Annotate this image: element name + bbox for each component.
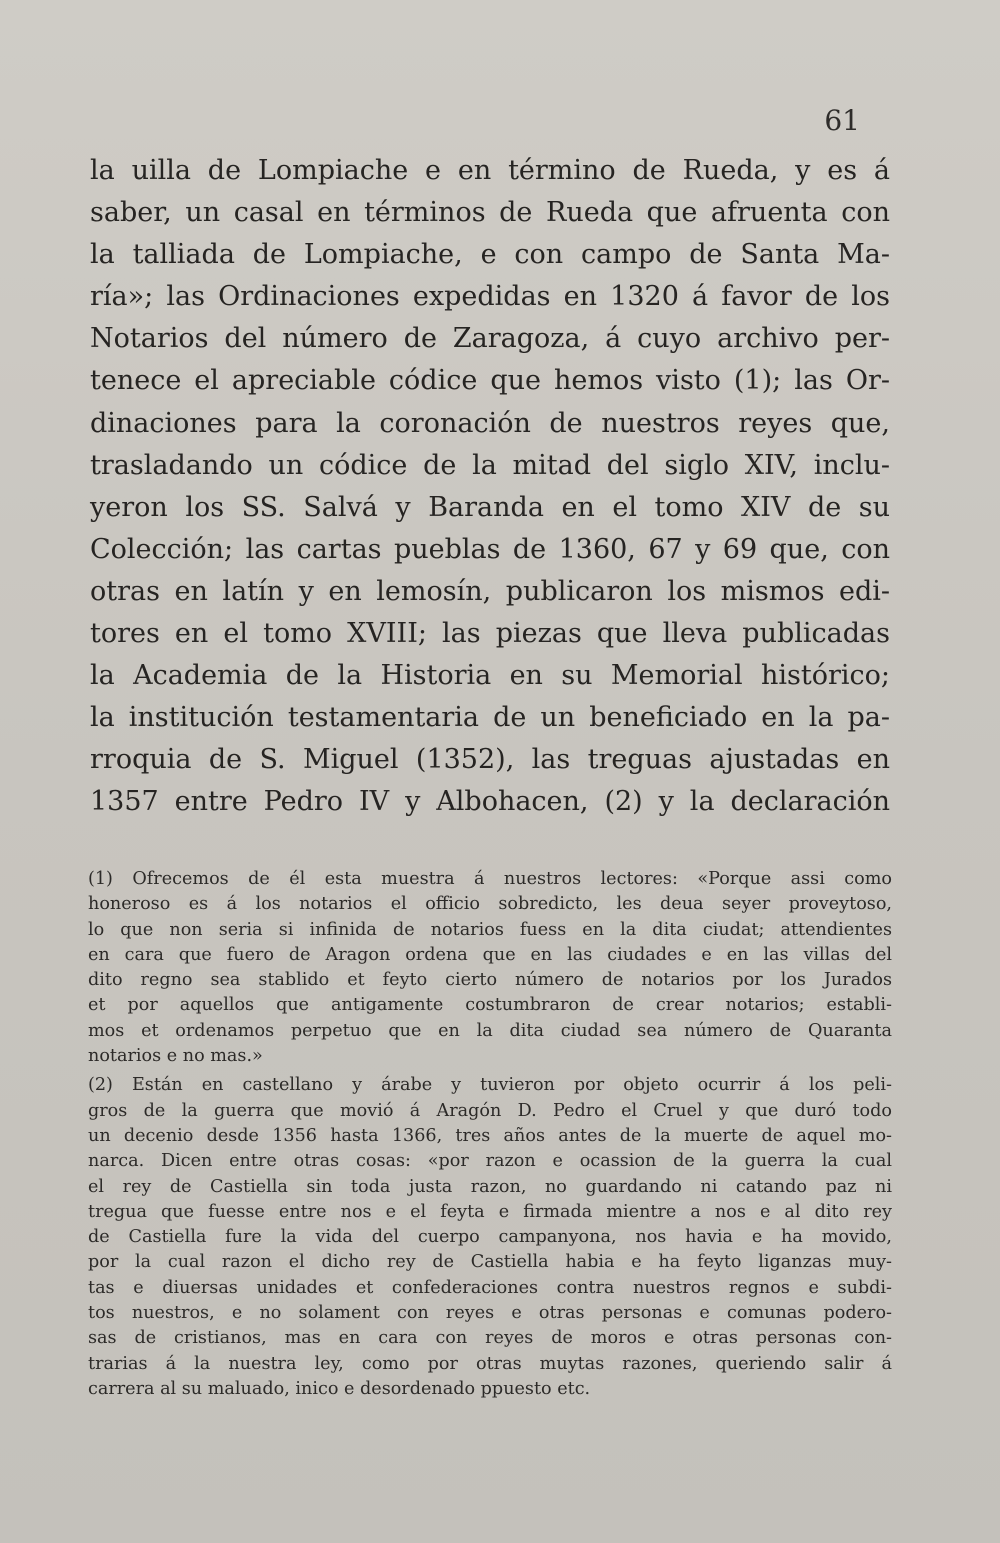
- text-line: tenece el apreciable códice que hemos visto (1); las Or-: [90, 365, 890, 397]
- footnote-line: tos nuestros, e no solament con reyes e otras personas e comunas podero-: [88, 1303, 892, 1324]
- text-line: dinaciones para la coronación de nuestros reyes que,: [90, 407, 890, 439]
- main-text: [90, 150, 890, 824]
- footnote-line: mos et ordenamos perpetuo que en la dita ciudad sea número de Quaranta: [88, 1020, 892, 1041]
- text-line: ría»; las Ordinaciones expedidas en 1320 á favor de los: [90, 281, 890, 313]
- footnote-line: dito regno sea stablido et feyto cierto número de notarios por los Jurados: [88, 970, 892, 991]
- footnote-line: de Castiella fure la vida del cuerpo campanyona, nos havia e ha movido,: [88, 1227, 892, 1248]
- text-line: yeron los SS. Salvá y Baranda en el tomo XIV de su: [90, 491, 890, 523]
- text-line: la talliada de Lompiache, e con campo de Santa Ma-: [90, 239, 890, 271]
- footnote-line: honeroso es á los notarios el officio sobredicto, les deua seyer proveytoso,: [88, 894, 892, 915]
- text-line: rroquia de S. Miguel (1352), las treguas ajustadas en: [90, 744, 890, 776]
- text-line: trasladando un códice de la mitad del siglo XIV, inclu-: [90, 449, 890, 481]
- page-number: 61: [824, 104, 860, 137]
- text-line: tores en el tomo XVIII; las piezas que lleva publicadas: [90, 618, 890, 650]
- footnotes: [88, 867, 892, 1402]
- text-line: la uilla de Lompiache e en término de Rueda, y es á: [90, 155, 890, 186]
- footnote-line: trarias á la nuestra ley, como por otras muytas razones, queriendo salir á: [88, 1353, 892, 1374]
- text-line: Colección; las cartas pueblas de 1360, 67 y 69 que, con: [90, 533, 890, 565]
- footnote-line: un decenio desde 1356 hasta 1366, tres años antes de la muerte de aquel mo-: [88, 1125, 892, 1146]
- footnote-2: [88, 1073, 892, 1402]
- footnote-line: tregua que fuesse entre nos e el feyta e firmada mientre a nos e al dito rey: [88, 1201, 892, 1222]
- footnote-line: et por aquellos que antigamente costumbraron de crear notarios; establi-: [88, 995, 892, 1016]
- footnote-line: notarios e no mas.»: [88, 1046, 263, 1067]
- footnote-line: narca. Dicen entre otras cosas: «por razon e ocassion de la guerra la cual: [88, 1151, 892, 1172]
- footnote-line: sas de cristianos, mas en cara con reyes de moros e otras personas con-: [88, 1328, 892, 1349]
- footnote-line: en cara que fuero de Aragon ordena que en las ciudades e en las villas del: [88, 944, 892, 965]
- text-line: la institución testamentaria de un beneficiado en la pa-: [90, 702, 890, 734]
- text-line: la Academia de la Historia en su Memorial histórico;: [90, 660, 890, 692]
- footnote-line: el rey de Castiella sin toda justa razon, no guardando ni catando paz ni: [88, 1176, 892, 1197]
- footnote-line: tas e diuersas unidades et confederaciones contra nuestros regnos e subdi-: [88, 1277, 892, 1298]
- text-line: saber, un casal en términos de Rueda que afruenta con: [90, 197, 890, 229]
- footnote-line: (1) Ofrecemos de él esta muestra á nuestros lectores: «Porque assi como: [88, 869, 892, 889]
- footnote-line: (2) Están en castellano y árabe y tuvieron por objeto ocurrir á los peli-: [88, 1075, 892, 1096]
- footnote-line: por la cual razon el dicho rey de Castiella habia e ha feyto liganzas muy-: [88, 1252, 892, 1273]
- footnote-line: carrera al su maluado, inico e desordenado ppuesto etc.: [88, 1378, 591, 1399]
- footnote-line: gros de la guerra que movió á Aragón D. Pedro el Cruel y que duró todo: [88, 1100, 892, 1121]
- text-line: 1357 entre Pedro IV y Albohacen, (2) y la declaración: [90, 786, 890, 818]
- text-line: otras en latín y en lemosín, publicaron los mismos edi-: [90, 575, 890, 607]
- text-line: Notarios del número de Zaragoza, á cuyo archivo per-: [90, 323, 890, 355]
- footnote-1: [88, 867, 892, 1069]
- footnote-line: lo que non seria si infinida de notarios fuess en la dita ciudat; attendientes: [88, 919, 892, 940]
